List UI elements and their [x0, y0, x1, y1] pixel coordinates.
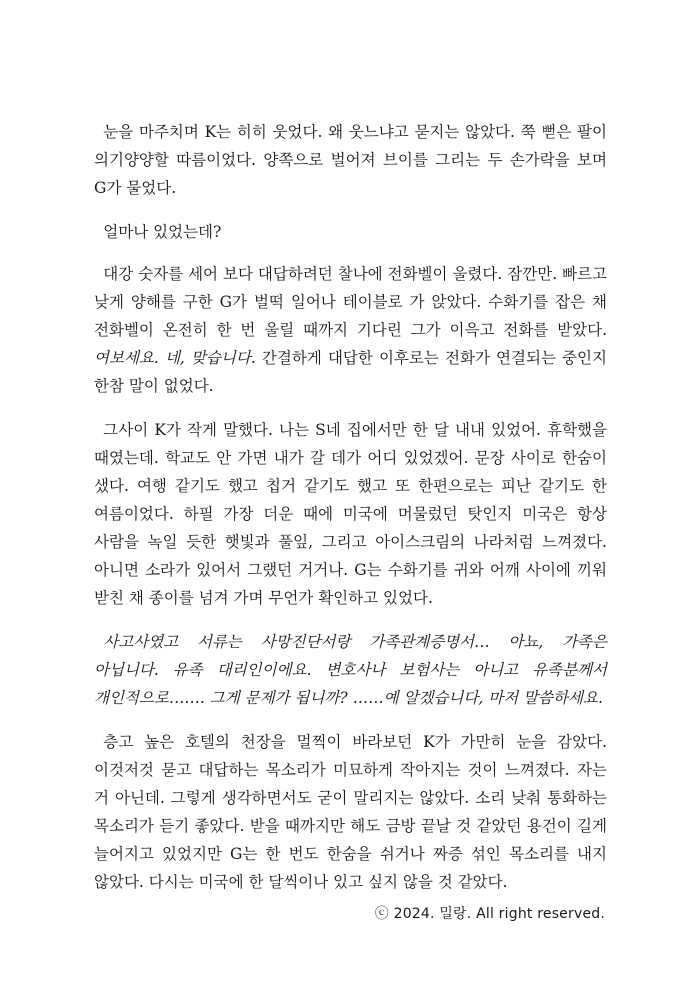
paragraph-6: 층고 높은 호텔의 천장을 멀찍이 바라보던 K가 가만히 눈을 감았다. 이것저것 묻고 대답하는 목소리가 미묘하게 작아지는 것이 느껴졌다. 자는 거 아닌데. 그렇게 생각하면서도 굳이 말리지는 않았다. 소리 낮춰 통화하는 목소리가 듣기 좋았다. 받을 때까지만 해도 금방 끝날 것 같았던 용건이 길게 늘어지고 있었지만 G는 한 번도 한숨을 쉬거나 짜증 섞인 목소리를 내지 않았다. 다시는 미국에 한 달씩이나 있고 싶지 않을 것 같았다. [94, 733, 607, 891]
paragraph-3-tail: 간결하게 대답한 이후로는 전화가 연결되는 중인지 한참 말이 없었다. [94, 349, 607, 395]
phone-greeting: 여보세요. 네, 맞습니다. [94, 349, 256, 367]
paragraph-3-text: 대강 숫자를 세어 보다 대답하려던 찰나에 전화벨이 울렸다. 잠깐만. 빠르고 낮게 양해를 구한 G가 벌떡 일어나 테이블로 가 앉았다. 수화기를 잡은 채 전화벨이 온전히 한 번 울릴 때까지 기다린 그가 이윽고 전화를 받았다. [94, 265, 607, 339]
paragraph-2: 얼마나 있었는데? [103, 223, 222, 241]
copyright-notice: ⓒ 2024. 밀랑. All right reserved. [374, 906, 605, 922]
paragraph-3 [94, 260, 607, 400]
paragraph-5-phone-call: 사고사였고 서류는 사망진단서랑 가족관계증명서… 아뇨, 가족은 아닙니다. 유족 대리인이에요. 변호사나 보험사는 아니고 유족분께서 개인적으로……. 그게 문제가 됩니까? ……예 알겠습니다, 마저 말씀하세요. [94, 633, 607, 707]
paragraph-1: 눈을 마주치며 K는 히히 웃었다. 왜 웃느냐고 묻지는 않았다. 쭉 뻗은 팔이 의기양양할 따름이었다. 양쪽으로 벌어져 브이를 그리는 두 손가락을 보며 G가 물었다. [94, 123, 607, 197]
paragraph-4: 그사이 K가 작게 말했다. 나는 S네 집에서만 한 달 내내 있었어. 휴학했을 때였는데. 학교도 안 가면 내가 갈 데가 어디 있었겠어. 문장 사이로 한숨이 샜다. 여행 같기도 했고 칩거 같기도 했고 또 한편으로는 피난 같기도 한 여름이었다. 하필 가장 더운 때에 미국에 머물렀던 탓인지 미국은 항상 사람을 녹일 듯한 햇빛과 풀잎, 그리고 아이스크림의 나라처럼 느껴졌다. 아니면 소라가 있어서 그랬던 거거나. G는 수화기를 귀와 어깨 사이에 끼워 받친 채 종이를 넘겨 가며 무언가 확인하고 있었다. [94, 421, 607, 607]
